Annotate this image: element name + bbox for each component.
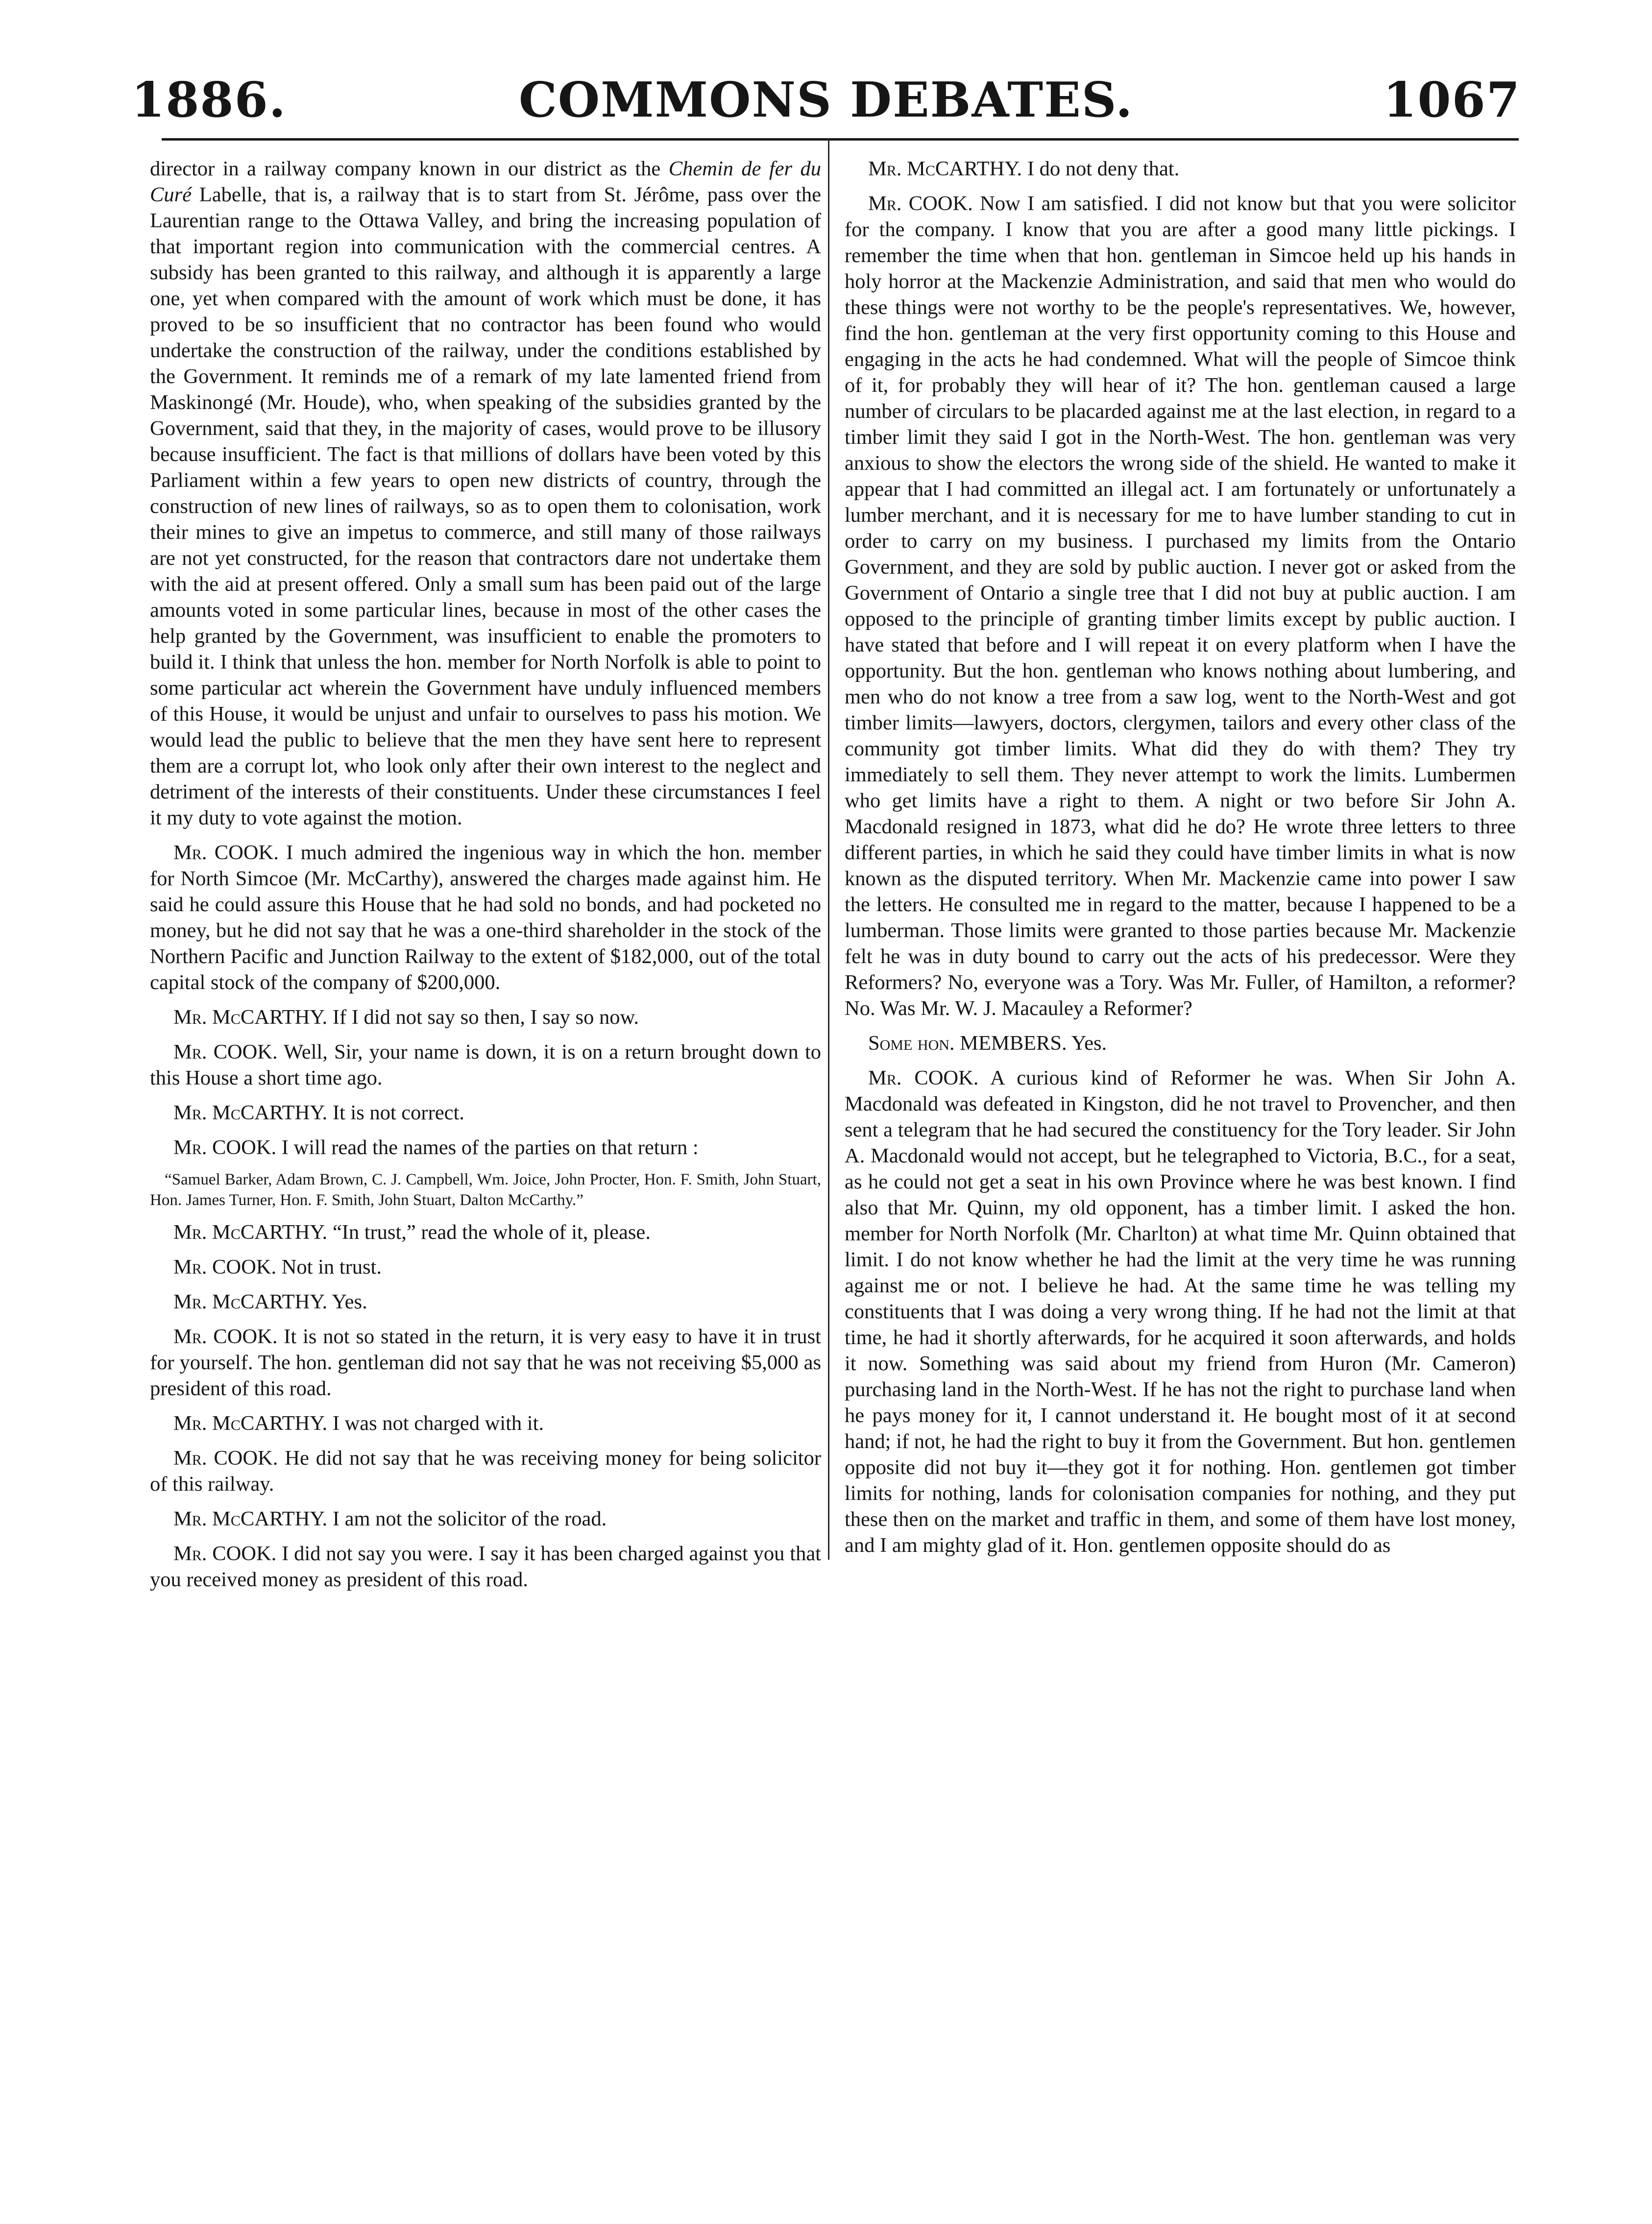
- speaker-name: Mr. McCARTHY.: [173, 1290, 328, 1313]
- speaker-name: Mr. McCARTHY.: [173, 1412, 328, 1435]
- speech: [150, 1254, 821, 1280]
- header-year: 1886.: [131, 72, 287, 128]
- speech: [150, 1541, 821, 1593]
- speech: [150, 1445, 821, 1497]
- speaker-name: Mr. COOK.: [173, 1040, 278, 1064]
- speaker-name: Mr. COOK.: [173, 1325, 278, 1348]
- speech: [150, 1219, 821, 1245]
- speech: [845, 1065, 1516, 1558]
- speech: [150, 1135, 821, 1160]
- speaker-name: Mr. COOK.: [868, 1066, 979, 1089]
- speaker-name: Mr. COOK.: [173, 1542, 277, 1565]
- speech: [845, 191, 1516, 1021]
- speech: [845, 1030, 1516, 1056]
- speaker-name: Mr. McCARTHY.: [173, 1006, 328, 1029]
- speech-text: I much admired the ingenious way in which the hon. member for North Simcoe (Mr. McCarthy), answered the charges made against him. He said he could assure this House that he had sold no bonds, and had pocketed no money, but he did not say that he was a one-third shareholder in the stock of the Northern Pacific and Junction Railway to the extent of $182,000, out of the total capital stock of the company of $200,000.: [150, 841, 821, 994]
- speech-text: It is not correct.: [327, 1101, 464, 1124]
- page-header: [131, 64, 1521, 137]
- speech-text: I will read the names of the parties on that return :: [276, 1136, 699, 1159]
- speech-text: Not in trust.: [276, 1256, 382, 1279]
- column-divider: [828, 139, 829, 1560]
- speech-text: It is not so stated in the return, it is very easy to have it in trust for yourself. The hon. gentleman did not say that he was not receiving $5,000 as president of this road.: [150, 1325, 821, 1400]
- paragraph-text: director in a railway company known in our district as the: [150, 157, 669, 180]
- speech: [150, 1289, 821, 1315]
- speech-text: Yes.: [1067, 1032, 1107, 1055]
- speech: [150, 1410, 821, 1436]
- speech-text: I am not the solicitor of the road.: [327, 1507, 607, 1530]
- speaker-name: Mr. COOK.: [173, 1447, 278, 1470]
- speech: [845, 156, 1516, 182]
- speaker-name: Mr. McCARTHY.: [173, 1507, 328, 1530]
- right-column: [845, 156, 1516, 1567]
- speech: [150, 1506, 821, 1532]
- speech-text: I was not charged with it.: [327, 1412, 544, 1435]
- speaker-name: Mr. McCARTHY.: [173, 1221, 328, 1244]
- speech: [150, 1004, 821, 1030]
- speech-text: I did not say you were. I say it has been charged against you that you received money as president of this road.: [150, 1542, 821, 1591]
- speaker-name: Mr. COOK.: [173, 841, 279, 864]
- speaker-name: Mr. McCARTHY.: [868, 157, 1022, 180]
- paragraph: [150, 156, 821, 831]
- speech-text: I do not deny that.: [1022, 157, 1180, 180]
- paragraph-text: Labelle, that is, a railway that is to start from St. Jérôme, pass over the Laurentian range to the Ottawa Valley, and bring the increasing population of that important region into communication with the commercial centres. A subsidy has been granted to this railway, and although it is apparently a large one, yet when compared with the amount of work which must be done, it has proved to be so insufficient that no contractor has been found who would undertake the construction of the railway, under the conditions established by the Government. It reminds me of a remark of my late lamented friend from Maskinongé (Mr. Houde), who, when speaking of the subsidies granted by the Government, said that they, in the majority of cases, would prove to be illusory because insufficient. The fact is that millions of dollars have been voted by this Parliament within a few years to open new districts of country, through the construction of new lines of railways, so as to open them to colonisation, work their mines to give an impetus to commerce, and still many of those railways are not yet constructed, for the reason that contractors dare not undertake them with the aid at present offered. Only a small sum has been paid out of the large amounts voted in some particular lines, because in most of the other cases the help granted by the Government, was insufficient to enable the promoters to build it. I think that unless the hon. member for North Norfolk is able to point to some particular act wherein the Government have unduly influenced members of this House, it would be unjust and unfair to ourselves to pass his motion. We would lead the public to believe that the men they have sent here to represent them are a corrupt lot, who look only after their own interest to the neglect and detriment of the interests of their constituents. Under these circumstances I feel it my duty to vote against the motion.: [150, 183, 821, 829]
- speech: [150, 1039, 821, 1091]
- speech-text: He did not say that he was receiving money for being solicitor of this railway.: [150, 1447, 821, 1496]
- speaker-name: Some hon. MEMBERS.: [868, 1032, 1067, 1055]
- speech-text: A curious kind of Reformer he was. When Sir John A. Macdonald was defeated in Kingston, did he not travel to Provencher, and then sent a telegram that he had secured the constituency for the Tory leader. Sir John A. Macdonald would not accept, but he telegraphed to Victoria, B.C., for a seat, as he could not get a seat in his own Province where he was best known. I find also that Mr. Quinn, my old opponent, has a timber limit. I asked the hon. member for North Norfolk (Mr. Charlton) at what time Mr. Quinn obtained that limit. I do not know whether he had the limit at the very time he was running against me or not. I believe he had. At the same time he was telling my constituents that I was doing a very wrong thing. If he had not the limit at that time, he had it shortly afterwards, for he acquired it soon afterwards, and holds it now. Something was said about my friend from Huron (Mr. Cameron) purchasing land in the North-West. If he has not the right to purchase land when he pays money for it, I cannot understand it. He bought most of it at second hand; if not, he had the right to buy it from the Government. But hon. gentlemen opposite did not buy it—they got it for nothing. Hon. gentlemen got timber limits for nothing, lands for colonisation companies for nothing, and they put these then on the market and traffic in them, and some of them have lost money, and I am mighty glad of it. Hon. gentlemen opposite should do as: [845, 1066, 1516, 1557]
- left-column: [150, 156, 821, 1601]
- speech-text: “In trust,” read the whole of it, please.: [327, 1221, 651, 1244]
- speech: [150, 1100, 821, 1126]
- speaker-name: Mr. COOK.: [868, 192, 973, 215]
- speech-text: Yes.: [327, 1290, 367, 1313]
- speech-text: Well, Sir, your name is down, it is on a return brought down to this House a short time ago.: [150, 1040, 821, 1089]
- speaker-name: Mr. COOK.: [173, 1256, 277, 1279]
- speech-text: If I did not say so then, I say so now.: [327, 1006, 639, 1029]
- header-page-number: 1067: [1383, 72, 1521, 128]
- speech: [150, 1324, 821, 1402]
- speech-text: Now I am satisfied. I did not know but that you were solicitor for the company. I know that you are after a good many little pickings. I remember the time when that hon. gentleman in Simcoe held up his hands in holy horror at the Mackenzie Administration, and said that men who would do these things were not worthy to be the people's representatives. We, however, find the hon. gentleman at the very first opportunity coming to this House and engaging in the acts he had condemned. What will the people of Simcoe think of it, for probably they will hear of it? The hon. gentleman caused a large number of circulars to be placarded against me at the last election, in regard to a timber limit they said I got in the North-West. The hon. gentleman was very anxious to show the electors the wrong side of the shield. He wanted to make it appear that I had committed an illegal act. I am fortunately or unfortunately a lumber merchant, and it is necessary for me to have lumber standing to cut in order to carry on my business. I purchased my limits from the Ontario Government, and they are sold by public auction. I never got or asked from the Government of Ontario a single tree that I did not buy at public auction. I am opposed to the principle of granting timber limits except by public auction. I have stated that before and I will repeat it on every platform when I have the opportunity. But the hon. gentleman who knows nothing about lumbering, and men who do not know a tree from a saw log, went to the North-West and got timber limits—lawyers, doctors, clergymen, tailors and every other class of the community got timber limits. What did they do with them? They try immediately to sell them. They never attempt to work the limits. Lumbermen who get limits have a right to them. A night or two before Sir John A. Macdonald resigned in 1873, what did he do? He wrote three letters to three different parties, in which he said they could have timber limits in what is now known as the disputed territory. When Mr. Mackenzie came into power I saw the letters. He consulted me in regard to the matter, because I happened to be a lumberman. Those limits were granted to those parties because Mr. Mackenzie felt he was in duty bound to carry out the acts of his predecessor. Were they Reformers? No, everyone was a Tory. Was Mr. Fuller, of Hamilton, a reformer? No. Was Mr. W. J. Macauley a Reformer?: [845, 192, 1516, 1020]
- header-rule: [162, 138, 1519, 141]
- quoted-return: “Samuel Barker, Adam Brown, C. J. Campbell, Wm. Joice, John Procter, Hon. F. Smith, John Stuart, Hon. James Turner, Hon. F. Smith, John Stuart, Dalton McCarthy.”: [150, 1171, 821, 1209]
- speaker-name: Mr. McCARTHY.: [173, 1101, 328, 1124]
- speech: [150, 840, 821, 995]
- header-title: COMMONS DEBATES.: [518, 72, 1134, 128]
- railway-name: Chemin de fer du Curé: [150, 157, 821, 206]
- speaker-name: Mr. COOK.: [173, 1136, 277, 1159]
